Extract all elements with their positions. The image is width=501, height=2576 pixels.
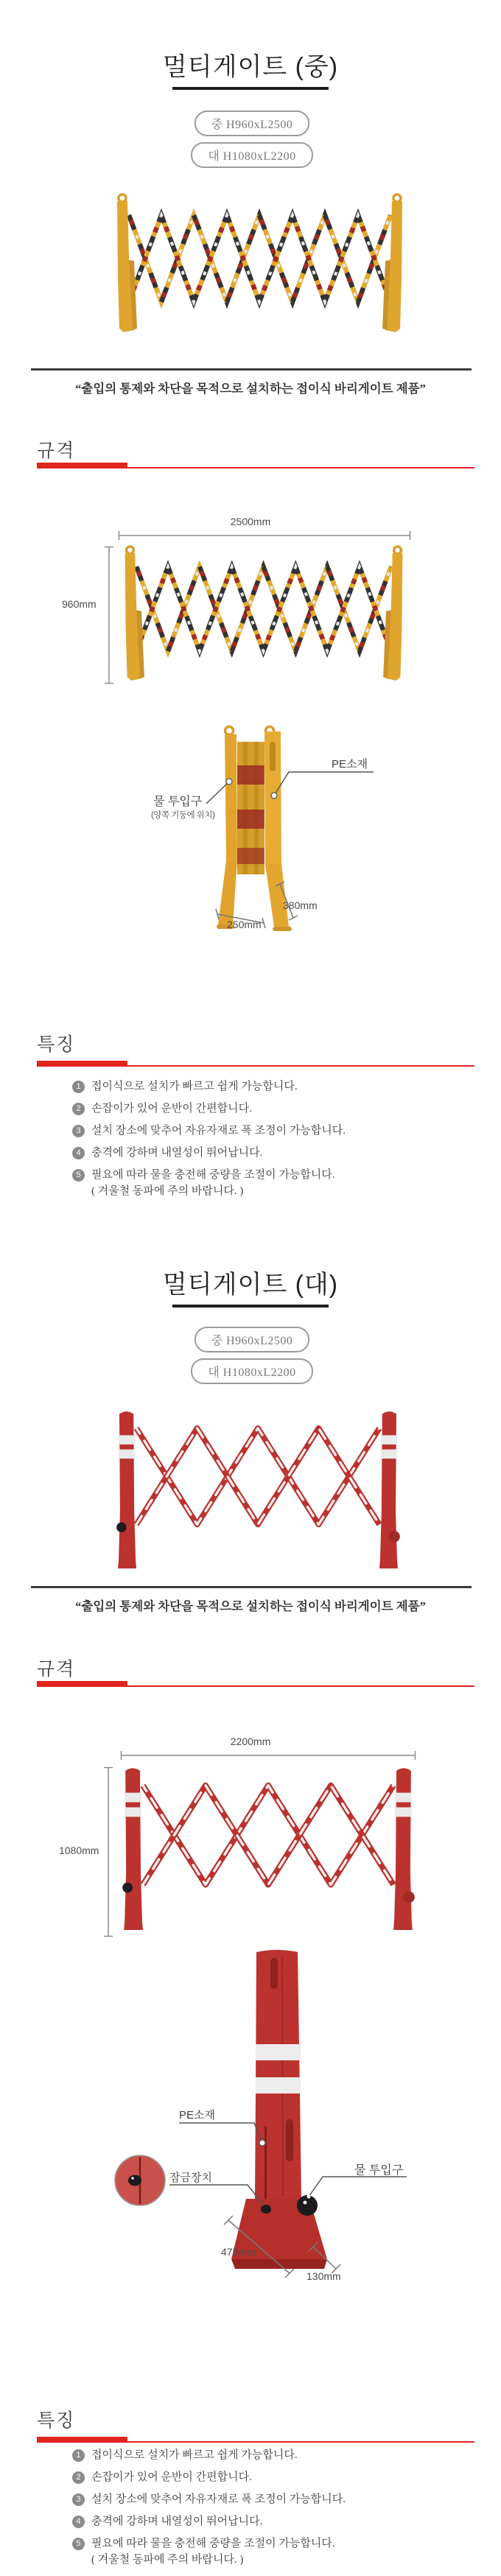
feature-number-badge: 3 (72, 2493, 85, 2506)
callout-dot (271, 793, 277, 799)
callout-dot (307, 2195, 311, 2199)
feature-text: 충격에 강하며 내열성이 뛰어납니다. (91, 1147, 263, 1159)
left-post (125, 547, 144, 681)
material-label: PE소재 (332, 758, 368, 771)
left-post (116, 1411, 136, 1568)
features-underline-thin (37, 1065, 474, 1067)
feature-number-badge: 4 (72, 2516, 85, 2528)
scissor-lattice (143, 1786, 393, 1885)
reflective-stripe (256, 2077, 301, 2094)
right-post (383, 547, 402, 681)
left-post (122, 1768, 143, 1930)
feature-text: 접이식으로 설치가 빠르고 쉽게 가능합니다. (91, 1081, 298, 1092)
scissor-lattice (129, 215, 390, 302)
scissor-lattice (136, 566, 391, 651)
water-inlet-cap (297, 2195, 318, 2216)
red-barrier-diagram (116, 1762, 420, 1934)
feature-number-badge: 4 (72, 1147, 85, 1159)
feature-text: 접이식으로 설치가 빠르고 쉽게 가능합니다. (91, 2449, 298, 2461)
feature-item (72, 2515, 455, 2529)
divider (31, 1586, 472, 1588)
features-list (72, 2449, 455, 2567)
height-dim-line (104, 546, 114, 684)
feature-text: 필요에 따라 물을 충전해 중량을 조절이 가능합니다. (91, 2538, 335, 2549)
size-badge-large (191, 142, 313, 168)
size-badge-label: 대 H1080xL2200 (208, 150, 296, 163)
width-dim-line (120, 1750, 416, 1761)
feature-item (72, 1102, 455, 1116)
size-badge-label: 중 H960xL2500 (211, 119, 293, 131)
folded-barrier (231, 1950, 327, 2269)
callout-dot (226, 779, 232, 785)
features-section-title: 특징 (37, 1034, 76, 1055)
title-underline (172, 87, 329, 90)
size-badge-label: 중 H960xL2500 (211, 1335, 293, 1347)
folded-barrier (217, 727, 292, 932)
lock-magnifier (115, 2155, 165, 2205)
spec-underline-thin (37, 467, 474, 468)
yellow-barrier-image (107, 190, 413, 334)
size-badge-large (191, 1358, 313, 1384)
size-badge-medium (195, 1327, 309, 1352)
feature-number-badge: 5 (72, 2538, 85, 2550)
water-inlet-label: 물 투입구 (354, 2164, 404, 2177)
feature-text: 설치 장소에 맞추어 자유자재로 폭 조정이 가능합니다. (91, 1125, 346, 1137)
size-badge-label: 대 H1080xL2200 (208, 1366, 296, 1379)
spec-section-title: 규격 (37, 441, 76, 461)
width-dim-label: 2200mm (230, 1736, 271, 1747)
water-cap (403, 1891, 415, 1903)
product-quote: “출입의 통제와 차단을 목적으로 설치하는 접이식 바리게이트 제품” (75, 382, 426, 396)
feature-text: 손잡이가 있어 운반이 간편합니다. (91, 2471, 252, 2483)
feature-item (72, 2537, 455, 2551)
handle-slot (286, 2119, 293, 2161)
water-cap (122, 1883, 133, 1893)
feature-note: ( 겨울철 동파에 주의 바랍니다. ) (91, 1185, 244, 1197)
feature-item (72, 1080, 455, 1094)
page-title: 멀티게이트 (중) (162, 53, 339, 81)
height-dim-label: 1080mm (59, 1845, 99, 1856)
size-badge-medium (195, 110, 309, 136)
feature-text: 설치 장소에 맞추어 자유자재로 폭 조정이 가능합니다. (91, 2493, 346, 2505)
lock-label: 잠금장치 (169, 2172, 212, 2184)
water-cap (116, 1523, 126, 1532)
features-list (72, 1080, 455, 1198)
feature-text: 충격에 강하며 내열성이 뛰어납니다. (91, 2516, 263, 2527)
divider (31, 368, 472, 371)
folded-width-label: 250mm (227, 919, 262, 930)
height-dim-line (103, 1766, 113, 1937)
features-section-title: 특징 (37, 2410, 76, 2431)
right-post (382, 194, 402, 332)
water-inlet-note: (양쪽 기둥에 위치) (151, 811, 215, 820)
ring-handle (225, 727, 234, 735)
red-barrier-image (111, 1405, 405, 1572)
handle-slot (270, 742, 276, 771)
features-underline-thin (37, 2441, 474, 2443)
title-underline (172, 1305, 329, 1308)
right-post (393, 1768, 415, 1930)
spec-section-title: 규격 (37, 1659, 76, 1680)
handle-slot (270, 1958, 278, 1989)
scissor-lattice (136, 1428, 379, 1525)
water-cap (388, 1531, 399, 1542)
folded-depth-label: 380mm (283, 899, 318, 911)
feature-number-badge: 2 (72, 1103, 85, 1115)
feature-item (72, 1168, 455, 1182)
callout-dot (259, 2140, 265, 2146)
width-dim-label: 2500mm (230, 516, 271, 527)
folded-width-label: 475mm (221, 2246, 256, 2258)
water-inlet-label: 물 투입구 (153, 796, 203, 808)
spec-underline-thin (37, 1685, 474, 1687)
feature-text: 필요에 따라 물을 충전해 중량을 조절이 가능합니다. (91, 1169, 335, 1181)
feature-number-badge: 5 (72, 1169, 85, 1182)
red-folded-image (88, 1946, 413, 2284)
right-post (379, 1411, 400, 1568)
width-dim-line (118, 530, 411, 541)
feature-item (72, 1124, 455, 1138)
reflective-stripe (256, 2044, 301, 2060)
product-quote: “출입의 통제와 차단을 목적으로 설치하는 접이식 바리게이트 제품” (75, 1599, 426, 1613)
yellow-barrier-diagram (115, 542, 413, 683)
feature-item (72, 2493, 455, 2507)
left-post (117, 194, 137, 332)
feature-item (72, 2449, 455, 2463)
feature-number-badge: 2 (72, 2471, 85, 2484)
feature-number-badge: 1 (72, 2449, 85, 2462)
feature-note: ( 겨울철 동파에 주의 바랍니다. ) (91, 2554, 244, 2566)
lock-knob (261, 2205, 271, 2214)
feature-item (72, 2471, 455, 2485)
feature-number-badge: 1 (72, 1081, 85, 1093)
feature-number-badge: 3 (72, 1125, 85, 1137)
feature-item (72, 1146, 455, 1160)
height-dim-label: 960mm (62, 598, 97, 610)
folded-depth-label: 130mm (306, 2270, 341, 2282)
feature-text: 손잡이가 있어 운반이 간편합니다. (91, 1103, 252, 1115)
material-label: PE소재 (179, 2109, 215, 2121)
page-title: 멀티게이트 (대) (162, 1271, 339, 1299)
